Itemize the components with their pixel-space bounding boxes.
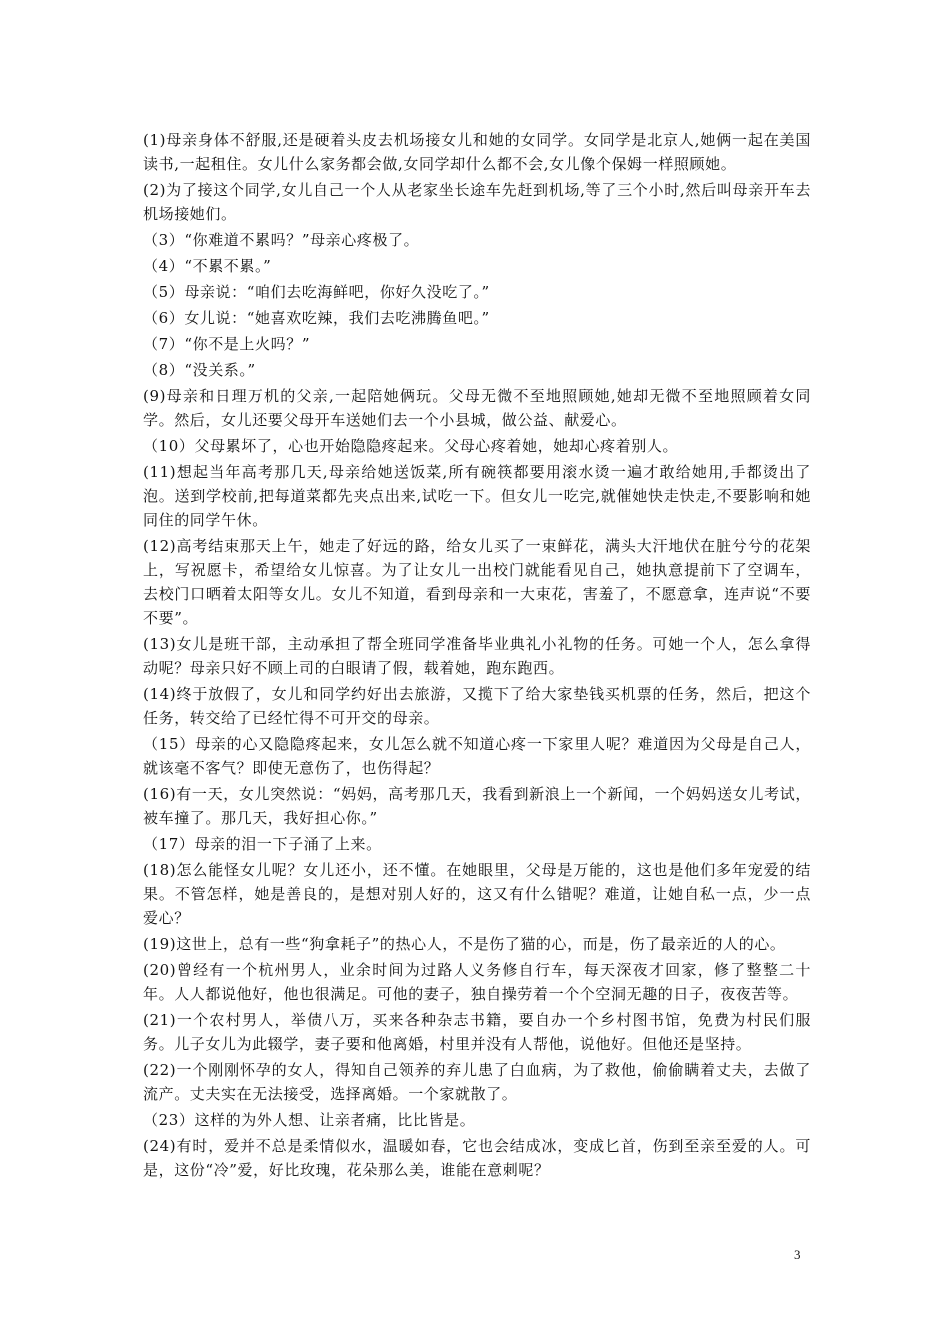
- paragraph-1: (1)母亲身体不舒服,还是硬着头皮去机场接女儿和她的女同学。女同学是北京人,她俩一起在美国读书,一起租住。女儿什么家务都会做,女同学却什么都不会,女儿像个保姆一样照顾她。: [143, 131, 811, 173]
- paragraph-7: （7）“你不是上火吗？”: [143, 335, 311, 353]
- paragraph-13: (13)女儿是班干部，主动承担了帮全班同学准备毕业典礼小礼物的任务。可她一个人，怎么拿得动呢？母亲只好不顾上司的白眼请了假，载着她，跑东跑西。: [143, 635, 811, 677]
- paragraph-3: （3）“你难道不累吗？”母亲心疼极了。: [143, 231, 420, 249]
- page-number: 3: [794, 1247, 801, 1262]
- paragraph-22: (22)一个刚刚怀孕的女人，得知自己领养的弃儿患了白血病，为了救他，偷偷瞒着丈夫，去做了流产。丈夫实在无法接受，选择离婚。一个家就散了。: [143, 1061, 811, 1103]
- paragraph-11: (11)想起当年高考那几天,母亲给她送饭菜,所有碗筷都要用滚水烫一遍才敢给她用,手都烫出了泡。送到学校前,把每道菜都先夹点出来,试吃一下。但女儿一吃完,就催她快走快走,不要影响和她同住的同学午休。: [143, 463, 811, 529]
- paragraph-4: （4）“不累不累。”: [143, 257, 272, 275]
- paragraph-6: （6）女儿说：“她喜欢吃辣，我们去吃沸腾鱼吧。”: [143, 309, 490, 327]
- paragraph-23: （23）这样的为外人想、让亲者痛，比比皆是。: [143, 1111, 476, 1129]
- paragraph-17: （17）母亲的泪一下子涌了上来。: [143, 835, 382, 853]
- paragraph-15: （15）母亲的心又隐隐疼起来，女儿怎么就不知道心疼一下家里人呢？难道因为父母是自己人，就该毫不客气？即使无意伤了，也伤得起？: [143, 735, 811, 777]
- paragraph-16: (16)有一天，女儿突然说：“妈妈，高考那几天，我看到新浪上一个新闻，一个妈妈送女儿考试，被车撞了。那几天，我好担心你。”: [143, 785, 811, 827]
- paragraph-2: (2)为了接这个同学,女儿自己一个人从老家坐长途车先赶到机场,等了三个小时,然后叫母亲开车去机场接她们。: [143, 181, 811, 223]
- paragraph-20: (20)曾经有一个杭州男人，业余时间为过路人义务修自行车，每天深夜才回家，修了整整二十年。人人都说他好，他也很满足。可他的妻子，独自操劳着一个个空洞无趣的日子，夜夜苦等。: [143, 961, 811, 1003]
- paragraph-21: (21)一个农村男人，举债八万，买来各种杂志书籍，要自办一个乡村图书馆，免费为村民们服务。儿子女儿为此辍学，妻子要和他离婚，村里并没有人帮他，说他好。但他还是坚持。: [143, 1011, 811, 1053]
- paragraph-5: （5）母亲说：“咱们去吃海鲜吧，你好久没吃了。”: [143, 283, 490, 301]
- paragraph-18: (18)怎么能怪女儿呢？女儿还小，还不懂。在她眼里，父母是万能的，这也是他们多年宠爱的结果。不管怎样，她是善良的，是想对别人好的，这又有什么错呢？难道，让她自私一点，少一点爱心？: [143, 861, 811, 927]
- paragraph-12: (12)高考结束那天上午，她走了好远的路，给女儿买了一束鲜花，满头大汗地伏在脏兮兮的花架上，写祝愿卡，希望给女儿惊喜。为了让女儿一出校门就能看见自己，她执意提前下了空调车，去校门口晒着太阳等女儿。女儿不知道，看到母亲和一大束花，害羞了，不愿意拿，连声说“不要不要”。: [143, 537, 811, 627]
- article-body: [143, 128, 811, 1184]
- paragraph-24: (24)有时，爱并不总是柔情似水，温暖如春，它也会结成冰，变成匕首，伤到至亲至爱的人。可是，这份“冷”爱，好比玫瑰，花朵那么美，谁能在意刺呢？: [143, 1137, 811, 1179]
- paragraph-9: (9)母亲和日理万机的父亲,一起陪她俩玩。父母无微不至地照顾她,她却无微不至地照顾着女同学。然后，女儿还要父母开车送她们去一个小县城，做公益、献爱心。: [143, 387, 811, 429]
- paragraph-19: (19)这世上，总有一些“狗拿耗子”的热心人，不是伤了猫的心，而是，伤了最亲近的人的心。: [143, 935, 786, 953]
- paragraph-14: (14)终于放假了，女儿和同学约好出去旅游，又揽下了给大家垫钱买机票的任务，然后，把这个任务，转交给了已经忙得不可开交的母亲。: [143, 685, 811, 727]
- paragraph-10: （10）父母累坏了，心也开始隐隐疼起来。父母心疼着她，她却心疼着别人。: [143, 437, 679, 455]
- paragraph-8: （8）“没关系。”: [143, 361, 256, 379]
